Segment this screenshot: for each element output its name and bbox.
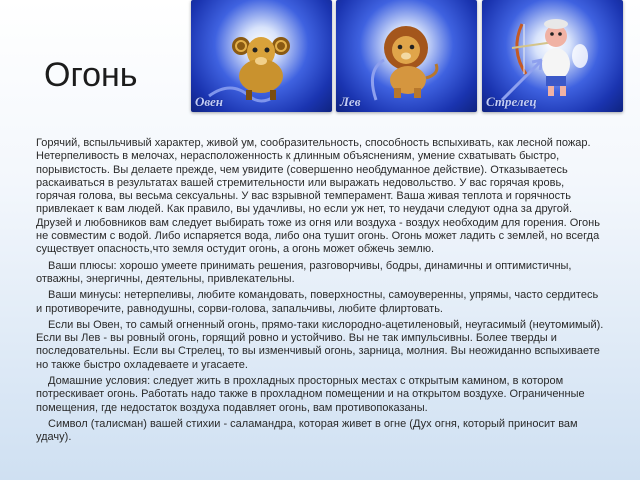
sagittarius-label: Стрелец (486, 94, 537, 109)
leo-card (336, 0, 477, 112)
aries-card (191, 0, 332, 112)
paragraph-intro: Горячий, вспыльчивый характер, живой ум, сообразительность, способность вспыхивать, как лесной пожар. Нетерпеливость в мелочах, нерасположенность к длинным объяснениям, умение схватывать быстро, порывистость. Вы делаете прежде, чем увидите (совершенно необдуманное действие). Отказываетесь раскаиваться в результатах вашей стремительности или выражать недовольство. У вас горячая кровь, горячая голова, вы весьма сексуальны. У вас взрывной темперамент. Ваша живая теплота и горячность привлекает к вам людей. Как правило, вы удачливы, но если уж нет, то неудачи следуют одна за другой. Друзей и любовников вам следует выбирать тоже из огня или воздуха - воздух необходим для горения. Огонь не совместим с водой. Либо испаряется вода, либо она тушит огонь. Огонь может ладить с землей, но всегда существует опасность,что земля остудит огонь, а огонь может обжечь землю. (36, 137, 600, 256)
aries-label: Овен (195, 94, 224, 109)
paragraph-talisman: Символ (талисман) вашей стихии - саламандра, которая живет в огне (Дух огня, который приносит вам удачу). (36, 417, 578, 444)
paragraph-pluses: Ваши плюсы: хорошо умеете принимать решения, разговорчивы, бодры, динамичны и оптимистичны, отважны, энергичны, деятельны, привлекательны. (36, 259, 572, 285)
paragraph-minuses: Ваши минусы: нетерпеливы, любите командовать, поверхностны, самоуверенны, упрямы, часто сердитесь и противоречите, равнодушны, сорви-голова, запальчивы, любите флиртовать. (36, 289, 599, 315)
slide-title: Огонь (44, 56, 138, 94)
leo-label: Лев (340, 94, 361, 109)
paragraph-home-conditions: Домашние условия: следует жить в прохладных просторных местах с открытым камином, в котором потрескивает огонь. Работать надо также в прохладном помещении и на открытом воздухе. Ограниченные помещения, где недостаток воздуха подавляет огонь, вам противопоказаны. (36, 375, 585, 414)
sagittarius-card (482, 0, 623, 112)
paragraph-signs: Если вы Овен, то самый огненный огонь, прямо-таки кислородно-ацетиленовый, неугасимый (неутомимый). Если вы Лев - вы ровный огонь, горящий ровно и устойчиво. Вы не так импульсивны. Более тверды и последовательны. Если вы Стрелец, то вы изменчивый огонь, зарница, молния. Вы неожиданно вспыхиваете но также быстро охладеваете и угасаете. (36, 318, 604, 371)
body-text (36, 137, 604, 448)
